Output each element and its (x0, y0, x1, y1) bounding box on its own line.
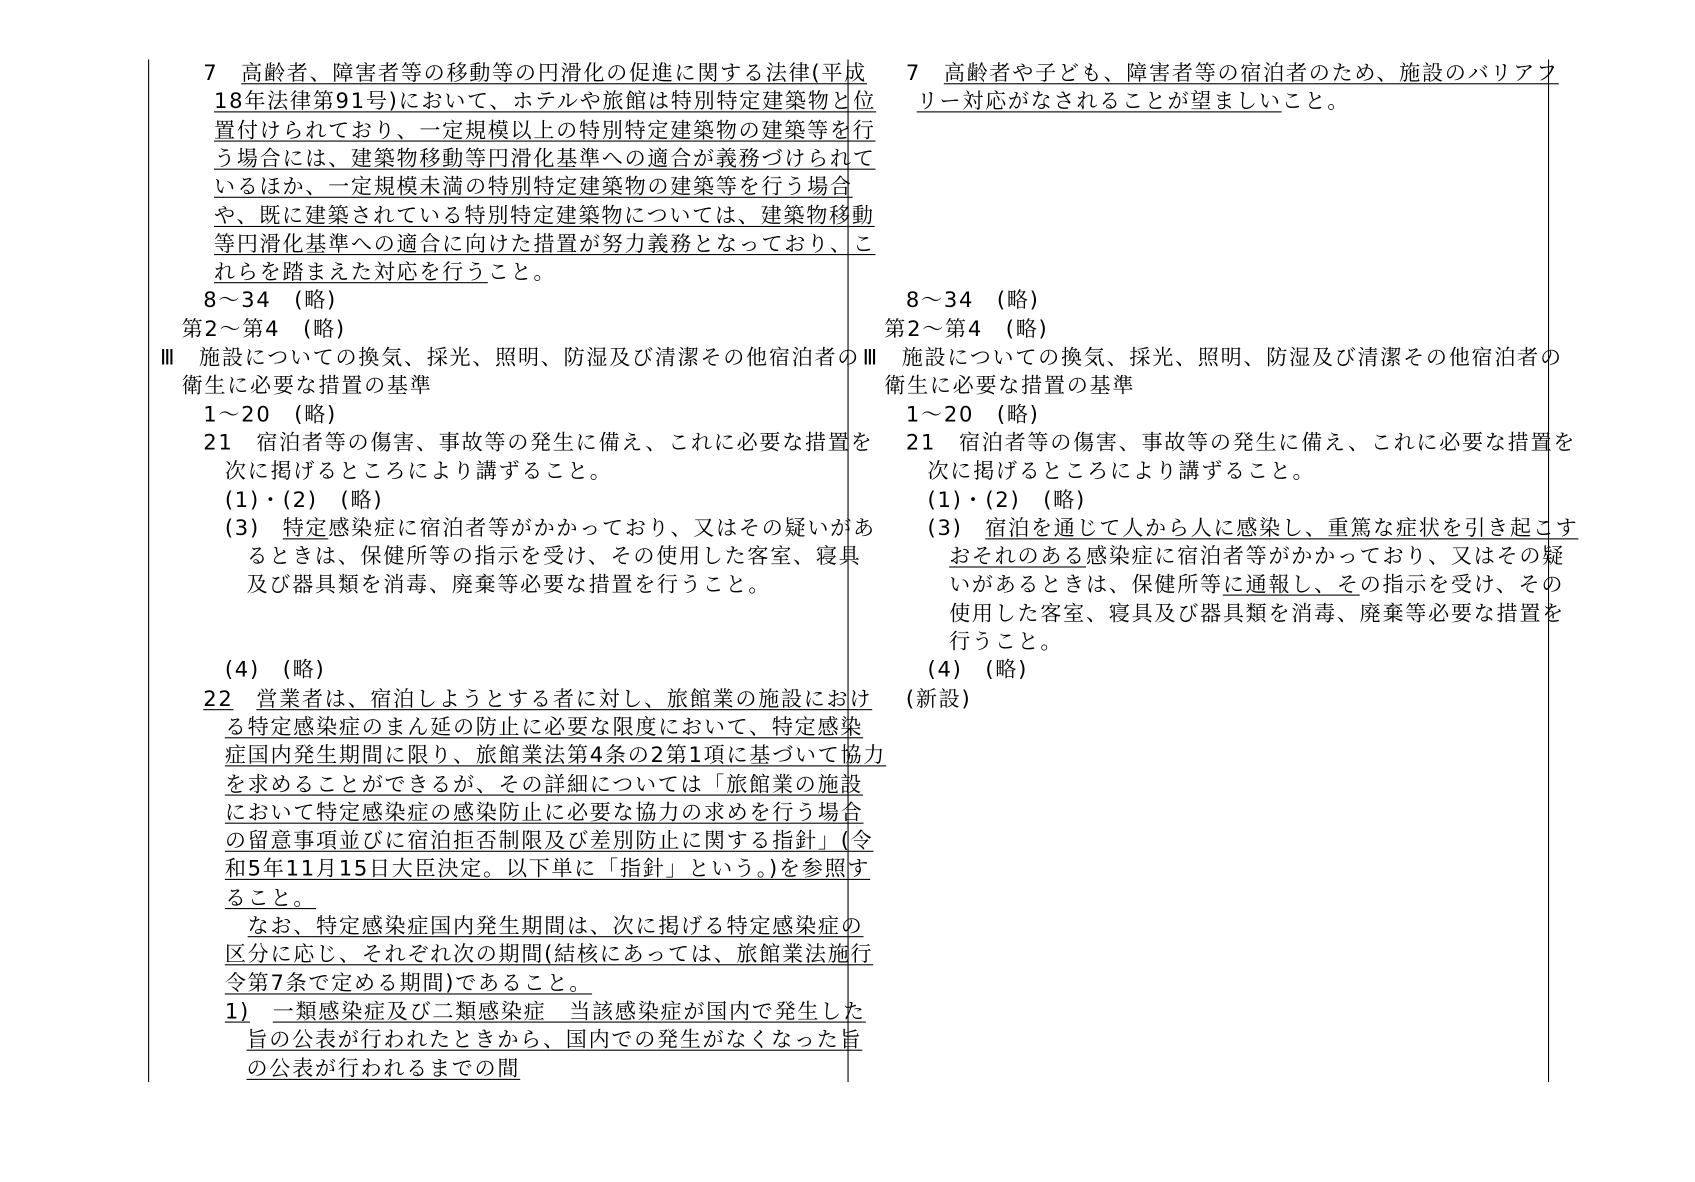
left-text-line (203, 429, 873, 457)
amended-text: ること。 (224, 885, 317, 910)
left-text-line (203, 685, 872, 713)
amended-text: 宿泊を通じて人から人に感染し、重篤な症状を引き起こす (985, 515, 1579, 541)
amended-text: おそれのある (949, 543, 1086, 569)
amended-text: れらを踏まえた対応を行う (214, 259, 488, 285)
text-segment: 1～20 (略) (203, 401, 338, 427)
amended-text: いるほか、一定規模未満の特別特定建築物の建築等を行う場合 (214, 174, 853, 200)
right-text-line (927, 486, 1085, 514)
amended-text: に通報し、そ (1222, 572, 1360, 598)
left-text-line (214, 88, 876, 116)
right-text-line (906, 59, 1559, 87)
text-segment: 7 (203, 60, 242, 86)
amended-text: 症国内発生期間に限り、旅館業法第4条の2第1項に基づいて協力 (224, 742, 887, 768)
text-segment: 8～34 (略) (905, 287, 1040, 313)
left-text-line (225, 713, 863, 741)
left-text-line (246, 1026, 862, 1054)
text-segment: 衛生に必要な措置の基準 (884, 373, 1136, 399)
amended-text: の留意事項並びに宿泊拒否制限及び差別防止に関する指針」(令 (224, 828, 874, 854)
left-text-line (225, 884, 316, 912)
text-segment: るときは、保健所等の指示を受け、その使用した客室、寝具 (246, 543, 862, 569)
text-segment: (4) (略) (224, 657, 326, 683)
right-text-line (906, 401, 1040, 429)
right-text-line (949, 600, 1565, 628)
text-segment: 行うこと。 (949, 629, 1064, 655)
text-segment: 及び器具類を消毒、廃棄等必要な措置を行うこと。 (246, 572, 772, 598)
amended-text: 一類感染症及び二類感染症 当該感染症が国内で発生した (272, 998, 866, 1024)
left-text-line (214, 230, 875, 258)
amended-text: 等円滑化基準への適合に向けた措置が努力義務となっており、こ (214, 231, 876, 256)
left-text-line (225, 855, 870, 883)
amended-text: 令第7条で定める期間)であること。 (224, 970, 593, 996)
amended-text: 営業者は、宿泊しようとする者に対し、旅館業の施設におけ (256, 685, 873, 711)
table-border-left (148, 59, 149, 1082)
text-segment: 衛生に必要な措置の基準 (181, 373, 433, 399)
text-segment: こと。 (1281, 88, 1351, 114)
text-segment: 第2～第4 (略) (884, 316, 1049, 342)
amended-text: 置付けられており、一定規模以上の特別特定建築物の建築等を行 (214, 117, 876, 143)
left-text-line (246, 543, 861, 571)
left-text-line (225, 770, 863, 798)
text-segment: Ⅲ 施設についての換気、採光、照明、防湿及び清潔その他宿泊者の (862, 344, 1563, 370)
text-segment: いがあるときは、保健所等 (949, 572, 1223, 598)
left-text-line (225, 656, 326, 684)
right-text-line (949, 571, 1564, 599)
right-text-line (884, 372, 1135, 400)
right-text-line (906, 287, 1040, 315)
text-segment (250, 999, 273, 1024)
amended-text: 旨の公表が行われたときから、国内での発生がなくなった旨 (246, 1027, 863, 1053)
amended-text: において特定感染症の感染防止に必要な協力の求めを行う場合 (224, 799, 864, 825)
text-segment: 感染症に宿泊者等がかかっており、又はその疑 (1085, 543, 1565, 569)
left-text-line (214, 145, 875, 173)
text-segment: 次に掲げるところにより講ずること。 (927, 458, 1316, 484)
right-text-line (863, 344, 1563, 372)
text-segment: (3) (224, 515, 283, 541)
left-text-line (225, 969, 592, 997)
text-segment: Ⅲ 施設についての換気、採光、照明、防湿及び清潔その他宿泊者の (159, 344, 861, 370)
left-text-line (225, 941, 873, 969)
amended-text: を求めることができるが、その詳細については「旅館業の施設 (224, 771, 864, 797)
left-text-line (246, 1055, 520, 1083)
text-segment: (1)・(2) (略) (927, 486, 1086, 512)
amended-text: 1) (224, 998, 250, 1024)
amended-text: の公表が行われるまでの間 (246, 1055, 521, 1081)
amended-text: 高齢者や子ども、障害者等の宿泊者のため、施設のバリアフ (943, 60, 1559, 86)
right-text-line (949, 628, 1063, 656)
text-segment (234, 686, 257, 711)
text-segment: 8～34 (略) (203, 287, 338, 313)
right-text-line (906, 685, 972, 713)
amended-text: 18年法律第91号)において、ホテルや旅館は特別特定建築物と位 (214, 88, 877, 114)
text-segment: こと。 (487, 259, 557, 285)
text-segment: (4) (略) (927, 657, 1029, 683)
left-text-line (225, 514, 876, 542)
right-text-line (927, 457, 1315, 485)
left-text-line (182, 315, 346, 343)
left-text-line (225, 799, 864, 827)
text-segment: (3) (927, 515, 986, 541)
left-text-line (225, 457, 613, 485)
text-segment: (新設) (905, 685, 972, 711)
text-segment: 7 (905, 60, 944, 86)
left-text-line (214, 202, 875, 230)
amended-text: 特定 (282, 515, 329, 541)
text-segment: 第2～第4 (略) (181, 316, 346, 342)
text-segment: 感染症に宿泊者等がかかっており、又はその疑いがあ (328, 515, 876, 541)
left-text-line (182, 372, 433, 400)
amended-text: 22 (203, 685, 234, 711)
amended-text: 和5年11月15日大臣決定。以下単に「指針」という。)を参照す (224, 856, 871, 882)
left-text-line (246, 571, 771, 599)
text-segment (225, 913, 248, 938)
left-text-line (160, 344, 860, 372)
left-text-line (214, 173, 853, 201)
left-text-line (225, 742, 886, 770)
right-text-line (927, 514, 1578, 542)
text-segment: の指示を受け、その (1359, 572, 1565, 598)
left-text-line (214, 116, 875, 144)
left-text-line (214, 258, 556, 286)
left-text-line (203, 401, 337, 429)
right-text-line (949, 543, 1565, 571)
text-segment: 使用した客室、寝具及び器具類を消毒、廃棄等必要な措置を (949, 600, 1565, 626)
right-text-line (927, 656, 1028, 684)
right-text-line (917, 88, 1350, 116)
amended-text: なお、特定感染症国内発生期間は、次に掲げる特定感染症の (247, 913, 864, 939)
left-text-line (225, 912, 864, 940)
text-segment: 1～20 (略) (905, 401, 1040, 427)
left-text-line (203, 59, 867, 87)
left-text-line (225, 998, 866, 1026)
left-text-line (203, 287, 337, 315)
text-segment: 次に掲げるところにより講ずること。 (224, 458, 613, 484)
amended-text: リー対応がなされることが望ましい (916, 88, 1282, 114)
amended-text: 高齢者、障害者等の移動等の円滑化の促進に関する法律(平成 (241, 60, 867, 86)
amended-text: や、既に建築されている特別特定建築物については、建築物移動 (214, 202, 875, 228)
left-text-line (225, 827, 874, 855)
amended-text: る特定感染症のまん延の防止に必要な限度において、特定感染 (224, 714, 864, 740)
amended-text: う場合には、建築物移動等円滑化基準への適合が義務づけられて (214, 145, 876, 171)
text-segment: (1)・(2) (略) (224, 486, 384, 512)
text-segment: 21 宿泊者等の傷害、事故等の発生に備え、これに必要な措置を (905, 430, 1577, 455)
text-segment: 21 宿泊者等の傷害、事故等の発生に備え、これに必要な措置を (203, 430, 874, 455)
right-text-line (884, 315, 1048, 343)
amended-text: 区分に応じ、それぞれ次の期間(結核にあっては、旅館業法施行 (224, 941, 874, 967)
right-text-line (906, 429, 1576, 457)
left-text-line (225, 486, 383, 514)
